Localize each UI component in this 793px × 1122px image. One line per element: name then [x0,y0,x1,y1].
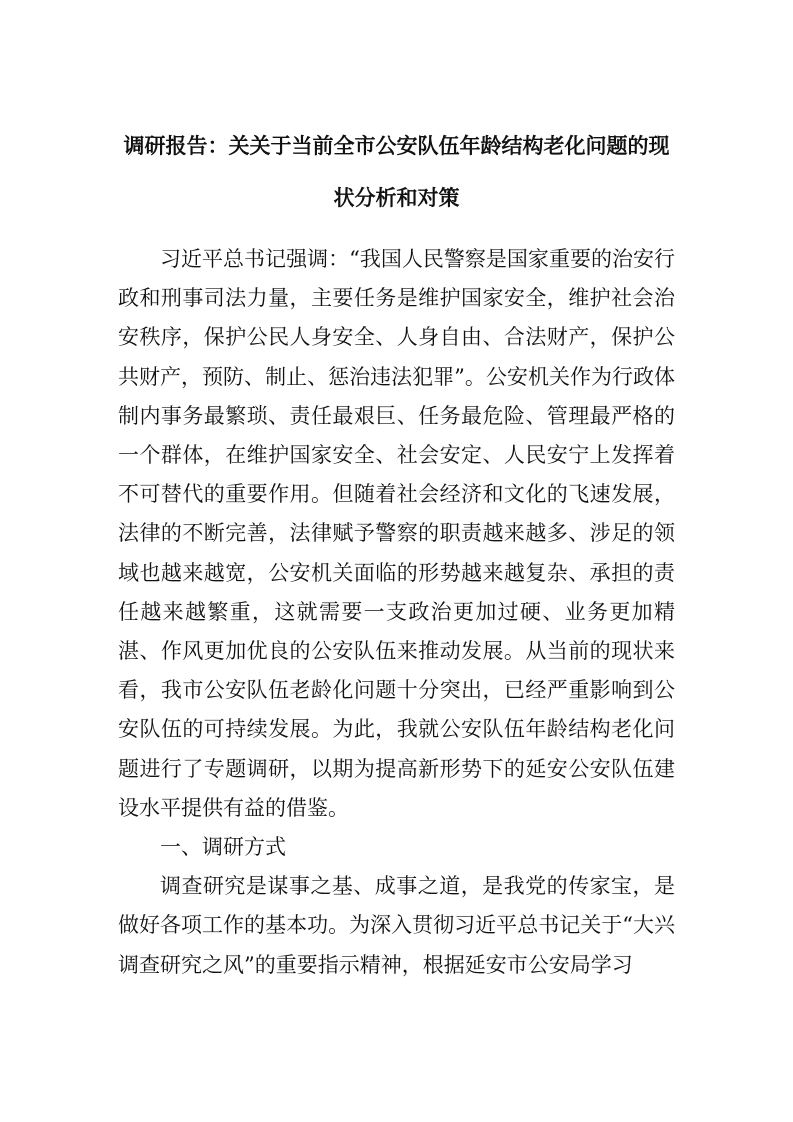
document-title: 调研报告：关关于当前全市公安队伍年龄结构老化问题的现状分析和对策 [123,134,670,210]
document-body [118,240,675,985]
paragraph-intro: 习近平总书记强调：“我国人民警察是国家重要的治安行政和刑事司法力量，主要任务是维护国家安全，维护社会治安秩序，保护公民人身安全、人身自由、合法财产，保护公共财产，预防、制止、惩治违法犯罪”。公安机关作为行政体制内事务最繁琐、责任最艰巨、任务最危险、管理最严格的一个群体，在维护国家安全、社会安定、人民安宁上发挥着不可替代的重要作用。但随着社会经济和文化的飞速发展，法律的不断完善，法律赋予警察的职责越来越多、涉足的领域也越来越宽，公安机关面临的形势越来越复杂、承担的责任越来越繁重，这就需要一支政治更加过硬、业务更加精湛、作风更加优良的公安队伍来推动发展。从当前的现状来看，我市公安队伍老龄化问题十分突出，已经严重影响到公安队伍的可持续发展。为此，我就公安队伍年龄结构老化问题进行了专题调研，以期为提高新形势下的延安公安队伍建设水平提供有益的借鉴。 [118,247,675,820]
paragraph-research-method: 调查研究是谋事之基、成事之道，是我党的传家宝，是做好各项工作的基本功。为深入贯彻习近平总书记关于“大兴调查研究之风”的重要指示精神，根据延安市公安局学习 [118,874,675,977]
section-heading-research-method: 一、调研方式 [160,835,286,860]
